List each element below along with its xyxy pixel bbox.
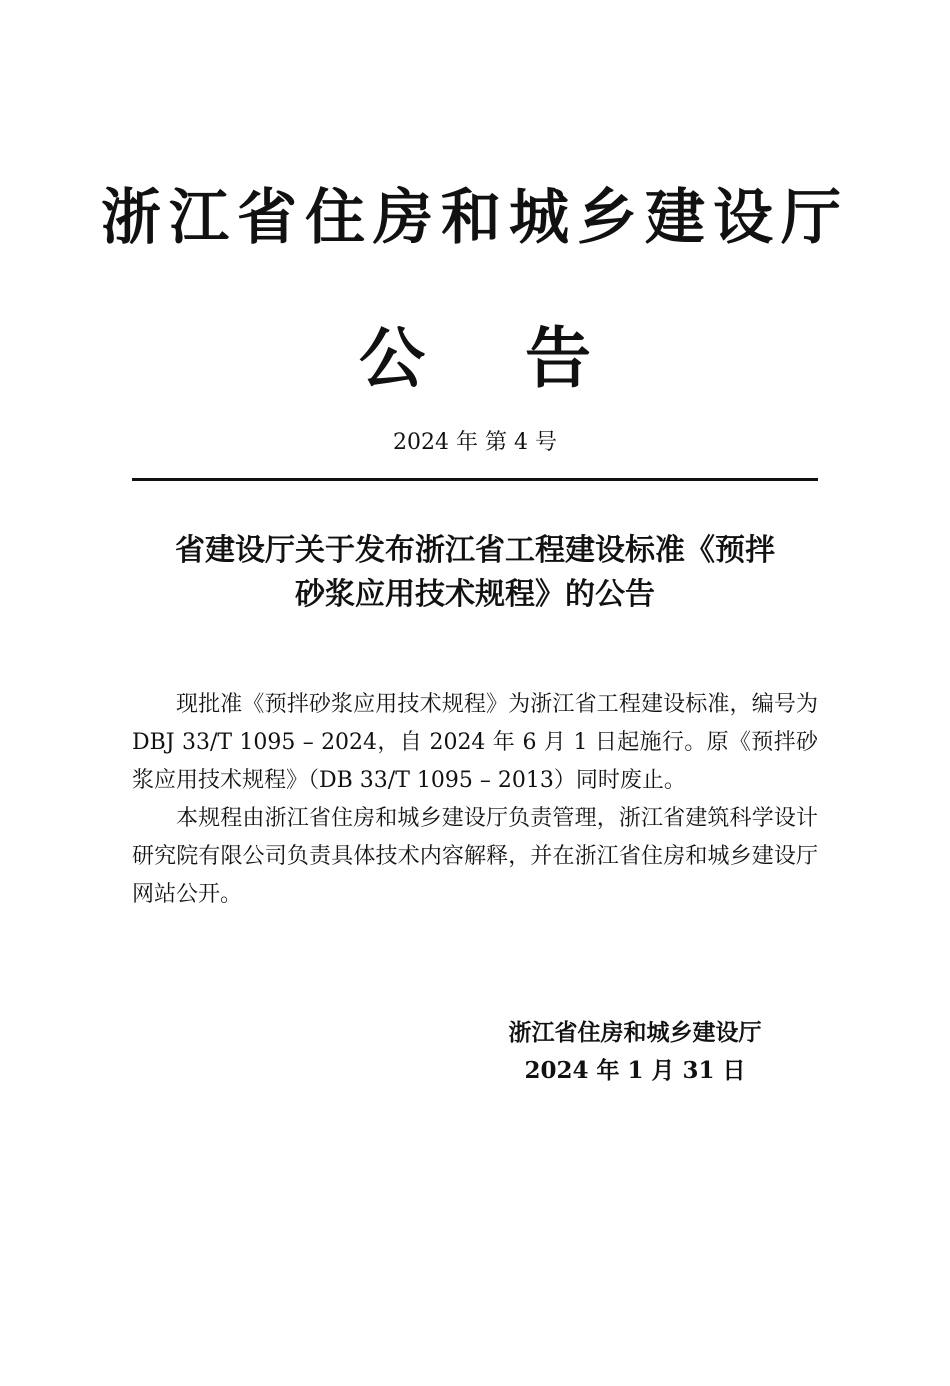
document-body <box>132 686 818 914</box>
signature-issuer: 浙江省住房和城乡建设厅 <box>508 1020 762 1046</box>
body-paragraph: 现批准《预拌砂浆应用技术规程》为浙江省工程建设标准，编号为 DBJ 33/T 1095 – 2024，自 2024 年 6 月 1 日起施行。原《预拌砂浆应用技术规程》（DB 33/T 1095 – 2013）同时废止。 <box>132 692 818 793</box>
document-title-line-2: 砂浆应用技术规程》的公告 <box>295 577 655 612</box>
signature-date: 2024 年 1 月 31 日 <box>524 1057 746 1084</box>
issuing-organization-title: 浙江省住房和城乡建设厅 <box>101 183 849 253</box>
issue-number: 2024 年 第 4 号 <box>393 430 557 455</box>
signature-block <box>440 1014 830 1090</box>
notice-heading: 公告 <box>359 319 691 397</box>
document-title <box>132 529 818 617</box>
header-divider <box>132 478 818 481</box>
body-paragraph: 本规程由浙江省住房和城乡建设厅负责管理，浙江省建筑科学设计研究院有限公司负责具体技术内容解释，并在浙江省住房和城乡建设厅网站公开。 <box>132 806 818 907</box>
document-title-line-1: 省建设厅关于发布浙江省工程建设标准《预拌 <box>175 533 775 568</box>
